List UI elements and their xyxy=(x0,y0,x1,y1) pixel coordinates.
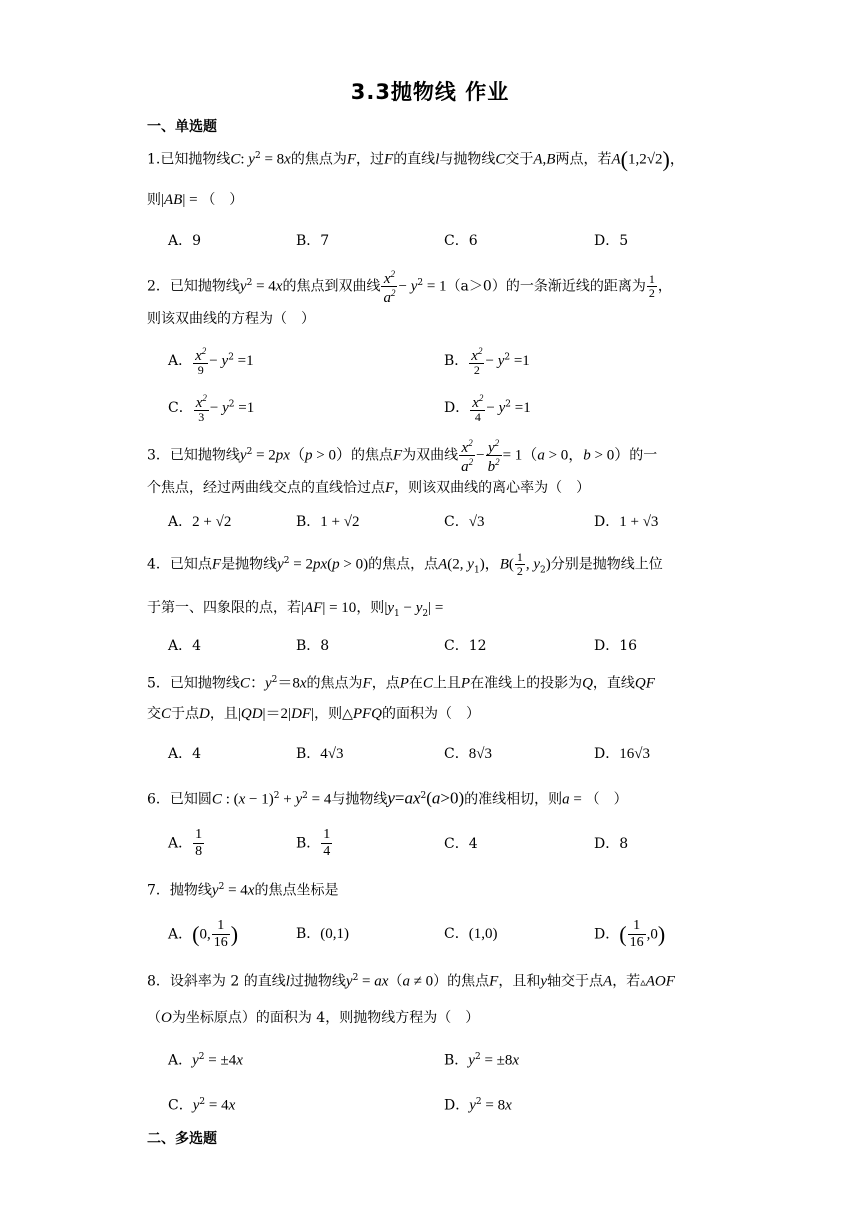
section-heading-multi-choice: 二、多选题 xyxy=(147,1131,217,1147)
question-8-line-2: （O为坐标原点）的面积为 4，则抛物线方程为（ ） xyxy=(147,1010,480,1026)
q7-option-a[interactable]: A．(0, $\frac{1}{16}$ ) xyxy=(168,918,239,950)
q5-option-d[interactable]: D．16√3 xyxy=(594,746,650,762)
q6-option-a[interactable]: A． $\frac{1}{8}$ xyxy=(168,827,203,859)
q8-option-c[interactable]: C．$y^2 = 4x$ xyxy=(168,1097,236,1114)
q2-option-c[interactable]: C． $\frac{x^2}{3}$ − $y^2 =1$ xyxy=(168,393,255,424)
q5-option-a[interactable]: A．4 xyxy=(168,746,202,762)
page-title: 3.3抛物线 作业 xyxy=(350,80,510,104)
question-3-line-1: 3．已知抛物线$y^2 = 2px(p > 0)$的焦点F为双曲线 $\frac{x^2}{a^2}$ − $\frac{y^2}{b^2}$ = 1（a > 0，b > 0）的一 xyxy=(147,438,658,475)
question-4-line-1: 4．已知点F是抛物线$y^2 = 2px(p > 0)$的焦点，点A(2, $y_1$)，B( $\frac{1}{2}$ , $y_2$)分别是抛物线上位 xyxy=(147,550,663,579)
q3-option-c[interactable]: C．√3 xyxy=(444,514,485,530)
question-5-line-1: 5．已知抛物线C：$y^2=8x$的焦点为F，点P在C上且P在准线上的投影为Q，直线QF xyxy=(147,675,655,692)
q7-option-c[interactable]: C．(1,0) xyxy=(444,926,498,942)
q8-option-a[interactable]: A．$y^2 = \pm 4x$ xyxy=(168,1052,243,1069)
q3-option-d[interactable]: D．1 + √3 xyxy=(594,514,659,530)
q2-option-a[interactable]: A． $\frac{x^2}{9}$ − $y^2 =1$ xyxy=(168,346,254,377)
question-3-line-2: 个焦点，经过两曲线交点的直线恰过点F，则该双曲线的离心率为（ ） xyxy=(147,480,591,496)
q4-option-d[interactable]: D．16 xyxy=(594,638,638,654)
question-7-line-1: 7．抛物线$y^2 = 4x$的焦点坐标是 xyxy=(147,882,339,899)
q6-option-b[interactable]: B． $\frac{1}{4}$ xyxy=(296,827,331,859)
question-1-line-1: 1.已知抛物线C: $y^2 = 8x$的焦点为F，过F的直线l与抛物线C交于A,B两点，若A(1,2√2)， xyxy=(147,146,685,172)
q1-option-d[interactable]: D．5 xyxy=(594,233,629,249)
q3-option-a[interactable]: A．2 + √2 xyxy=(168,514,232,530)
question-6-line-1: 6．已知圆C : $(x - 1)^2 + y^2 = 4$与抛物线$y=ax^2(a>0)$的准线相切，则a = （ ） xyxy=(147,788,628,808)
q4-option-a[interactable]: A．4 xyxy=(168,638,202,654)
q4-option-b[interactable]: B．8 xyxy=(296,638,330,654)
q1-option-a[interactable]: A．9 xyxy=(168,233,202,249)
q8-option-b[interactable]: B．$y^2 = \pm 8x$ xyxy=(444,1052,520,1069)
q8-option-d[interactable]: D．$y^2 = 8x$ xyxy=(444,1097,512,1114)
q2-option-b[interactable]: B． $\frac{x^2}{2}$ − $y^2 =1$ xyxy=(444,346,530,377)
q3-option-b[interactable]: B．1 + √2 xyxy=(296,514,360,530)
q6-option-c[interactable]: C．4 xyxy=(444,836,478,852)
q1-option-b[interactable]: B．7 xyxy=(296,233,330,249)
section-heading-single-choice: 一、单选题 xyxy=(147,119,217,135)
question-5-line-2: 交C于点D，且|QD|＝2|DF|，则△PFQ的面积为（ ） xyxy=(147,706,481,722)
q1-option-c[interactable]: C．6 xyxy=(444,233,478,249)
question-2-line-2: 则该双曲线的方程为（ ） xyxy=(147,311,315,327)
q7-option-b[interactable]: B．(0,1) xyxy=(296,926,350,942)
q2-option-d[interactable]: D． $\frac{x^2}{4}$ − $y^2 =1$ xyxy=(444,393,531,424)
question-1-line-2: 则|AB| = （ ） xyxy=(147,192,244,208)
question-4-line-2: 于第一、四象限的点，若|AF| = 10，则$|y_1 - y_2|$ = xyxy=(147,600,444,619)
q7-option-d[interactable]: D．( $\frac{1}{16}$ ,0) xyxy=(594,918,666,950)
q4-option-c[interactable]: C．12 xyxy=(444,638,487,654)
q5-option-b[interactable]: B．4√3 xyxy=(296,746,344,762)
q6-option-d[interactable]: D．8 xyxy=(594,836,629,852)
question-8-line-1: 8．设斜率为 2 的直线l过抛物线$y^2 = ax(a \ne 0)$的焦点F，且和y轴交于点A，若▵AOF xyxy=(147,973,675,990)
question-2-line-1: 2．已知抛物线$y^2 = 4x$的焦点到双曲线 $\frac{x^2}{a^2}$ − $y^2 = 1(a>0)$的一条渐近线的距离为 $\frac{1}{2}$ ， xyxy=(147,269,672,306)
q5-option-c[interactable]: C．8√3 xyxy=(444,746,492,762)
